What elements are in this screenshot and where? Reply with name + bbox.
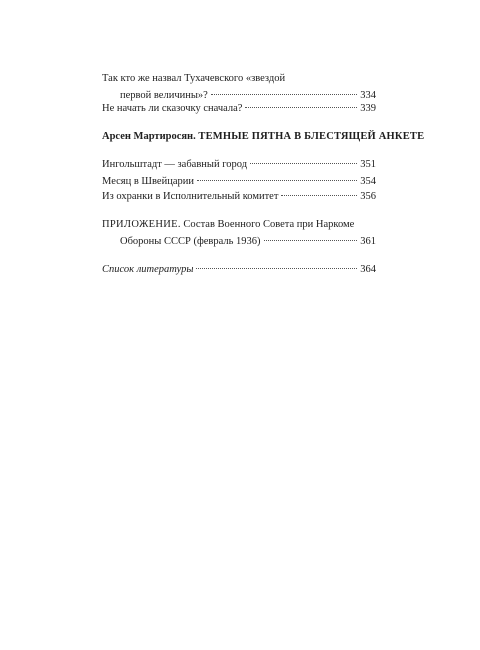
- toc-entry-title-line2: первой величины»?: [120, 90, 208, 101]
- toc-page-number: 339: [360, 103, 376, 114]
- section-author: Арсен Мартиросян.: [102, 131, 196, 142]
- toc-entry-ingolstadt[interactable]: [102, 158, 376, 171]
- toc-page-number: 354: [360, 176, 376, 187]
- dot-leader: [211, 94, 357, 95]
- dot-leader: [281, 195, 357, 196]
- toc-entry-title-line1: Так кто же назвал Тухачевского «звездой: [102, 73, 286, 84]
- toc-page-number: 356: [360, 191, 376, 202]
- toc-entry-tukhachevsky[interactable]: [102, 72, 376, 102]
- dot-leader: [197, 180, 357, 181]
- toc-entry-bibliography[interactable]: [102, 263, 376, 276]
- toc-entry-fairytale[interactable]: [102, 102, 376, 115]
- toc-section-header: [102, 130, 425, 143]
- toc-entry-switzerland[interactable]: [102, 175, 376, 188]
- toc-entry-title: Месяц в Швейцарии: [102, 176, 194, 187]
- toc-page-number: 351: [360, 159, 376, 170]
- toc-page-number: 361: [360, 236, 376, 247]
- toc-entry-title: Список литературы: [102, 264, 194, 275]
- dot-leader: [196, 268, 357, 269]
- dot-leader: [264, 240, 358, 241]
- toc-entry-title: Не начать ли сказочку сначала?: [102, 103, 243, 114]
- dot-leader: [245, 107, 357, 108]
- toc-entry-title-line1: Состав Военного Совета при Наркоме: [183, 219, 355, 230]
- toc-entry-title: Из охранки в Исполнительный комитет: [102, 191, 279, 202]
- toc-entry-title-line2: Обороны СССР (февраль 1936): [120, 236, 261, 247]
- toc-entry-title: Ингольштадт — забавный город: [102, 159, 248, 170]
- appendix-label: ПРИЛОЖЕНИЕ.: [102, 219, 181, 230]
- toc-entry-appendix[interactable]: [102, 218, 376, 248]
- dot-leader: [250, 163, 357, 164]
- section-title: ТЕМНЫЕ ПЯТНА В БЛЕСТЯЩЕЙ АНКЕТЕ: [198, 131, 425, 142]
- toc-page-number: 334: [360, 90, 376, 101]
- toc-entry-okhrana[interactable]: [102, 190, 376, 203]
- toc-page-number: 364: [360, 264, 376, 275]
